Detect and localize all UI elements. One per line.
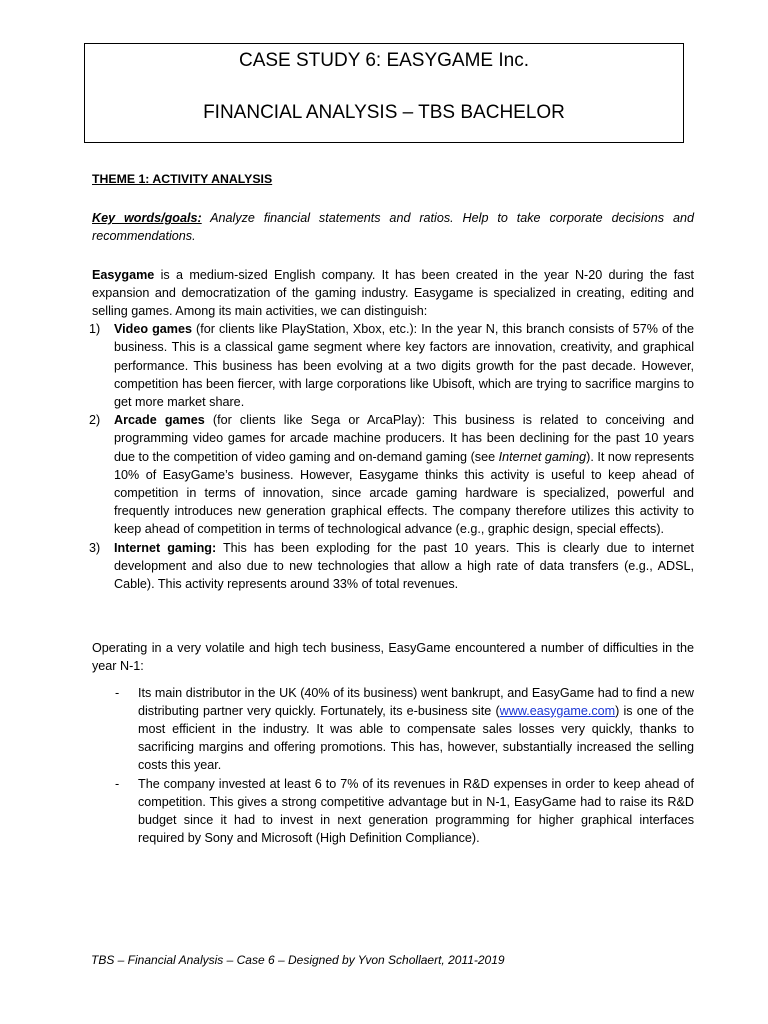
list-number: 1) <box>89 322 101 337</box>
activity-name: Video games <box>114 322 193 337</box>
spacer <box>92 593 694 639</box>
activities-list <box>89 320 695 593</box>
list-item <box>89 539 695 594</box>
difficulties-intro: Operating in a very volatile and high tech business, EasyGame encountered a number of difficulties in the year N-1: <box>92 641 694 674</box>
activity-text: (for clients like PlayStation, Xbox, etc.): In the year N, this branch consists of 57% of the business. This is a classical game segment where key factors are innovation, creativity, and graphical performance. This business has been evolving at a two digits growth for the past decade. However, competition has been fiercer, with large corporations like Ubisoft, which are trying to sacrifice margins to get more market share. <box>114 322 694 410</box>
document-body <box>89 170 695 848</box>
intro-text: is a medium-sized English company. It has been created in the year N-20 during the fast expansion and democratization of the gaming industry. Easygame is specialized in creating, editing and selling games. Among its main activities, we can distinguish: <box>92 267 694 319</box>
course-title: FINANCIAL ANALYSIS – TBS BACHELOR <box>203 102 565 123</box>
activity-name: Internet gaming: <box>114 540 217 555</box>
list-number: 3) <box>89 540 101 555</box>
list-item <box>92 775 694 848</box>
activity-name: Arcade games <box>114 413 205 428</box>
activity-text-cont: ). It now represents 10% of EasyGame’s business. However, Easygame thinks this activity is useful to keep ahead of competition in terms of innovation, since arcade gaming hardware is specialized, powerful and frequently introduces new generation graphical effects. The company therefore utilizes this activity to keep ahead of competition in terms of technological advance (e.g., graphic design, special effects). <box>114 449 695 537</box>
difficulty-text-cont: ) is one of the most efficient in the industry. It was able to compensate sales losses very quickly, thanks to sacrificing margins and offering promotions. This has, however, substantially increased the selling costs this year. <box>138 703 694 773</box>
case-study-title: CASE STUDY 6: EASYGAME Inc. <box>238 50 530 71</box>
list-number: 2) <box>89 413 101 428</box>
list-dash: - <box>115 776 120 791</box>
activity-text: (for clients like Sega or ArcaPlay): This business is related to conceiving and programming video games for arcade machine producers. It has been declining for the past 10 years due to the competition of video gaming and on-demand gaming (see <box>114 413 694 464</box>
intro-paragraph <box>92 266 694 321</box>
keywords-paragraph <box>92 209 694 245</box>
list-item <box>92 684 694 775</box>
list-item <box>89 320 694 411</box>
keywords-label: Key words/goals: <box>92 211 202 226</box>
keywords-text: Analyze financial statements and ratios. Help to take corporate decisions and recommendations. <box>92 211 694 244</box>
list-item <box>89 411 695 538</box>
title-box <box>84 43 684 143</box>
theme-heading: THEME 1: ACTIVITY ANALYSIS <box>92 172 273 186</box>
difficulty-text: The company invested at least 6 to 7% of its revenues in R&D expenses in order to keep ahead of competition. This gives a strong competitive advantage but in N-1, EasyGame had to raise its R&D budget since it had to invest in next generation programming for higher graphical interfaces required by Sony and Microsoft (High Definition Compliance). <box>138 776 694 846</box>
company-name: Easygame <box>92 267 155 282</box>
difficulties-list <box>92 684 694 848</box>
difficulty-text: Its main distributor in the UK (40% of its business) went bankrupt, and EasyGame had to find a new distributing partner very quickly. Fortunately, its e-business site ( <box>138 685 694 718</box>
list-dash: - <box>115 685 120 700</box>
activity-text: This has been exploding for the past 10 years. This is clearly due to internet development and also due to new technologies that allow a high rate of data transfers (e.g., ADSL, Cable). This activity represents around 33% of total revenues. <box>114 540 695 592</box>
page-footer: TBS – Financial Analysis – Case 6 – Designed by Yvon Schollaert, 2011-2019 <box>91 953 505 967</box>
website-link[interactable]: www.easygame.com <box>499 703 616 718</box>
activity-reference: Internet gaming <box>498 449 587 464</box>
